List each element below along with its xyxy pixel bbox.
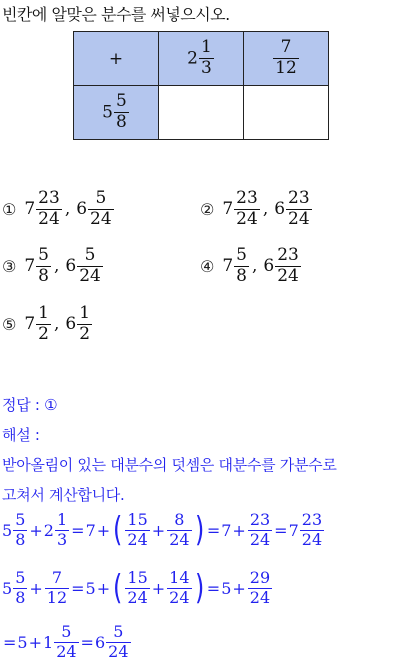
fraction — [45, 570, 69, 607]
denominator: 24 — [236, 208, 258, 229]
denominator: 24 — [56, 641, 77, 661]
mixed-whole: 7 — [222, 256, 234, 277]
option-3[interactable] — [2, 247, 104, 286]
option-4[interactable] — [200, 247, 302, 286]
numerator: 7 — [280, 37, 292, 58]
mixed-whole: 1 — [43, 632, 54, 652]
fraction — [125, 512, 149, 549]
denominator: 24 — [249, 529, 271, 549]
fraction — [106, 624, 130, 661]
mixed-whole: 5 — [2, 520, 13, 540]
mixed-whole: 6 — [274, 199, 286, 220]
fraction — [13, 570, 27, 607]
mixed-whole: 2 — [187, 48, 198, 69]
addition-table — [73, 31, 329, 140]
blank-cell-1[interactable] — [159, 86, 244, 140]
mixed-whole: 7 — [24, 256, 36, 277]
fraction — [36, 305, 51, 344]
numerator: 1 — [56, 510, 68, 529]
whole-number: 5 — [17, 632, 28, 652]
numerator: 29 — [249, 568, 271, 587]
plus-sign: + — [232, 578, 246, 598]
denominator: 24 — [169, 529, 190, 549]
table-corner-plus: + — [74, 32, 159, 86]
separator: , — [262, 199, 269, 220]
fraction — [167, 512, 191, 549]
fraction — [273, 39, 299, 78]
separator: , — [54, 256, 60, 277]
denominator: 8 — [116, 112, 127, 132]
fraction — [300, 512, 324, 549]
equals-sign: = — [80, 632, 94, 652]
mixed-whole: 6 — [76, 199, 88, 220]
numerator: 8 — [174, 510, 185, 529]
option-mark: ③ — [2, 256, 17, 276]
numerator: 5 — [84, 245, 96, 265]
denominator: 3 — [56, 529, 68, 549]
mixed-whole: 6 — [65, 314, 77, 335]
mixed-whole: 6 — [94, 632, 106, 652]
question-text: 빈칸에 알맞은 분수를 써넣으시오. — [2, 5, 230, 24]
numerator: 5 — [95, 188, 107, 208]
fraction — [248, 512, 272, 549]
option-mark: ④ — [200, 256, 215, 276]
plus-sign: + — [28, 632, 42, 652]
fraction — [13, 512, 27, 549]
denominator: 24 — [277, 265, 299, 286]
mixed-whole: 5 — [2, 578, 13, 598]
whole-number: 5 — [85, 578, 96, 598]
mixed-whole: 7 — [288, 520, 299, 540]
numerator: 5 — [38, 245, 49, 265]
denominator: 24 — [90, 208, 112, 229]
equals-sign: = — [3, 632, 17, 652]
numerator: 1 — [79, 303, 91, 323]
numerator: 5 — [61, 622, 72, 641]
denominator: 24 — [38, 208, 60, 229]
table-col-header-1 — [159, 32, 244, 86]
equals-sign: = — [274, 520, 288, 540]
equals-sign: = — [206, 578, 221, 598]
mixed-whole: 6 — [263, 256, 275, 277]
denominator: 24 — [288, 208, 310, 229]
option-mark: ① — [2, 199, 17, 219]
table-row-header-1 — [74, 86, 159, 140]
mixed-whole: 7 — [24, 314, 36, 335]
numerator: 23 — [301, 510, 323, 529]
fraction — [234, 247, 249, 286]
fraction — [77, 305, 92, 344]
option-mark: ② — [200, 199, 215, 219]
fraction — [55, 512, 69, 549]
denominator: 12 — [46, 587, 68, 607]
table-col-header-2 — [244, 32, 329, 86]
fraction — [54, 624, 78, 661]
equals-sign: = — [71, 578, 85, 598]
mixed-whole: 7 — [24, 199, 36, 220]
denominator: 8 — [236, 265, 247, 286]
option-mark: ⑤ — [2, 314, 17, 334]
numerator: 23 — [277, 245, 299, 265]
mixed-whole: 5 — [102, 102, 113, 123]
denominator: 12 — [275, 58, 297, 78]
plus-sign: + — [96, 520, 111, 540]
fraction — [248, 570, 272, 607]
fraction — [275, 247, 301, 286]
fraction — [36, 190, 62, 229]
numerator: 5 — [236, 245, 247, 265]
whole-number: 7 — [85, 520, 96, 540]
right-paren: ) — [194, 510, 204, 551]
fraction — [199, 39, 214, 78]
numerator: 7 — [51, 568, 63, 587]
denominator: 8 — [15, 529, 26, 549]
equation-1 — [2, 512, 325, 549]
numerator: 23 — [38, 188, 60, 208]
numerator: 23 — [236, 188, 258, 208]
fraction — [286, 190, 312, 229]
plus-sign: + — [232, 520, 246, 540]
denominator: 24 — [108, 641, 129, 661]
plus-sign: + — [151, 520, 166, 540]
mixed-whole: 7 — [222, 199, 234, 220]
fraction — [167, 570, 191, 607]
numerator: 23 — [288, 188, 310, 208]
denominator: 24 — [79, 265, 101, 286]
plus-sign: + — [96, 578, 111, 598]
numerator: 1 — [201, 37, 212, 58]
answer-label: 정답 : ① — [2, 396, 58, 414]
right-paren: ) — [194, 568, 204, 609]
equals-sign: = — [71, 520, 85, 540]
fraction — [77, 247, 103, 286]
denominator: 24 — [169, 587, 190, 607]
numerator: 5 — [116, 91, 127, 112]
mixed-whole: 2 — [43, 520, 54, 540]
numerator: 5 — [15, 568, 26, 587]
numerator: 15 — [127, 510, 148, 529]
denominator: 8 — [15, 587, 26, 607]
fraction — [114, 93, 129, 132]
numerator: 5 — [113, 622, 124, 641]
denominator: 24 — [127, 587, 148, 607]
denominator: 8 — [38, 265, 49, 286]
left-paren: ( — [113, 568, 123, 609]
numerator: 15 — [127, 568, 148, 587]
numerator: 1 — [38, 303, 49, 323]
denominator: 3 — [201, 58, 212, 78]
option-1[interactable] — [2, 190, 115, 229]
equation-2 — [2, 570, 273, 607]
equation-3 — [2, 624, 132, 661]
explanation-text-1: 받아올림이 있는 대분수의 덧셈은 대분수를 가분수로 — [2, 456, 337, 474]
plus-sign: + — [151, 578, 166, 598]
blank-cell-2[interactable] — [244, 86, 329, 140]
denominator: 2 — [38, 323, 49, 344]
numerator: 5 — [15, 510, 26, 529]
numerator: 14 — [169, 568, 190, 587]
plus-sign: + — [29, 578, 43, 598]
denominator: 24 — [249, 587, 271, 607]
explanation-text-2: 고쳐서 계산합니다. — [2, 486, 125, 504]
left-paren: ( — [113, 510, 123, 551]
fraction — [125, 570, 149, 607]
separator: , — [54, 314, 60, 335]
option-2[interactable] — [200, 190, 313, 229]
whole-number: 5 — [221, 578, 232, 598]
separator: , — [252, 256, 258, 277]
equals-sign: = — [206, 520, 221, 540]
denominator: 24 — [301, 529, 323, 549]
fraction — [88, 190, 114, 229]
denominator: 2 — [79, 323, 91, 344]
denominator: 24 — [127, 529, 148, 549]
numerator: 23 — [249, 510, 271, 529]
explanation-label: 해설 : — [2, 426, 40, 444]
separator: , — [64, 199, 71, 220]
fraction — [234, 190, 260, 229]
whole-number: 7 — [221, 520, 232, 540]
option-5[interactable] — [2, 305, 93, 344]
mixed-whole: 6 — [65, 256, 77, 277]
plus-sign: + — [29, 520, 43, 540]
fraction — [36, 247, 51, 286]
